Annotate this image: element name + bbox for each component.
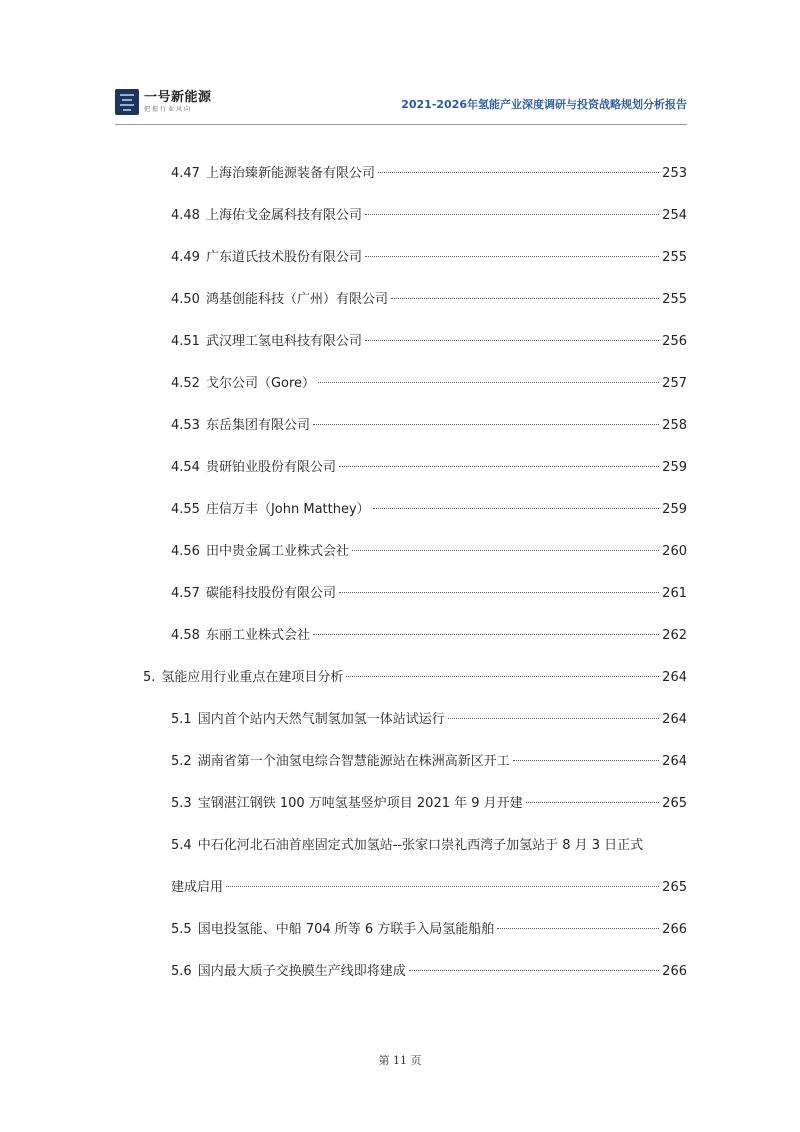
toc-number: 4.50 bbox=[171, 292, 200, 307]
toc-title: 国电投氢能、中船 704 所等 6 方联手入局氢能船舶 bbox=[197, 922, 495, 937]
toc-page: 254 bbox=[662, 208, 687, 223]
toc-chapter-entry[interactable] bbox=[143, 666, 687, 688]
toc-page: 262 bbox=[662, 628, 687, 643]
toc-page: 259 bbox=[662, 502, 687, 517]
toc-entry[interactable] bbox=[171, 330, 687, 352]
toc-title: 建成启用 bbox=[171, 880, 224, 895]
toc-title: 碳能科技股份有限公司 bbox=[205, 586, 336, 601]
toc-leader bbox=[339, 592, 659, 593]
toc-title: 东丽工业株式会社 bbox=[205, 628, 310, 643]
toc-page: 256 bbox=[662, 334, 687, 349]
toc-entry[interactable] bbox=[171, 918, 687, 940]
toc-title: 戈尔公司（Gore） bbox=[205, 376, 316, 391]
toc-number: 4.56 bbox=[171, 544, 200, 559]
logo-subtitle: 把握行业风向 bbox=[144, 106, 193, 113]
toc-title: 庄信万丰（John Matthey） bbox=[205, 502, 370, 517]
toc-entry[interactable] bbox=[171, 204, 687, 226]
toc-title: 武汉理工氢电科技有限公司 bbox=[205, 334, 362, 349]
toc-number: 5. bbox=[143, 670, 156, 685]
toc-leader bbox=[313, 634, 659, 635]
toc-page: 260 bbox=[662, 544, 687, 559]
toc-entry[interactable] bbox=[171, 624, 687, 646]
toc-leader bbox=[526, 802, 660, 803]
toc-title: 上海佑戈金属科技有限公司 bbox=[205, 208, 362, 223]
toc-leader bbox=[378, 172, 659, 173]
toc-entry[interactable] bbox=[171, 792, 687, 814]
toc-entry-wrapped[interactable] bbox=[171, 834, 687, 856]
toc-number: 5.2 bbox=[171, 754, 192, 769]
toc-page: 264 bbox=[662, 712, 687, 727]
toc-page: 253 bbox=[662, 166, 687, 181]
logo-name: 一号新能源 bbox=[144, 90, 212, 105]
toc-entry[interactable] bbox=[171, 708, 687, 730]
toc-leader bbox=[448, 718, 659, 719]
toc-leader bbox=[346, 676, 659, 677]
toc-leader bbox=[497, 928, 659, 929]
brand-logo bbox=[115, 89, 212, 115]
toc-leader bbox=[226, 886, 659, 887]
toc-entry[interactable] bbox=[171, 162, 687, 184]
toc-title: 贵研铂业股份有限公司 bbox=[205, 460, 336, 475]
toc-page: 255 bbox=[662, 292, 687, 307]
toc-title: 鸿基创能科技（广州）有限公司 bbox=[205, 292, 388, 307]
toc-leader bbox=[313, 424, 659, 425]
toc-number: 4.52 bbox=[171, 376, 200, 391]
toc-page: 259 bbox=[662, 460, 687, 475]
toc-number: 4.58 bbox=[171, 628, 200, 643]
toc-number: 5.4 bbox=[171, 838, 192, 853]
toc-leader bbox=[352, 550, 659, 551]
toc-number: 4.47 bbox=[171, 166, 200, 181]
toc-page: 265 bbox=[662, 796, 687, 811]
toc-entry[interactable] bbox=[171, 456, 687, 478]
toc-leader bbox=[513, 760, 659, 761]
toc-number: 4.49 bbox=[171, 250, 200, 265]
toc-title: 东岳集团有限公司 bbox=[205, 418, 310, 433]
toc-title: 氢能应用行业重点在建项目分析 bbox=[161, 670, 344, 685]
toc-entry[interactable] bbox=[171, 372, 687, 394]
toc-number: 5.6 bbox=[171, 964, 192, 979]
toc-entry[interactable] bbox=[171, 540, 687, 562]
toc-page: 261 bbox=[662, 586, 687, 601]
toc-leader bbox=[373, 508, 660, 509]
toc-page: 258 bbox=[662, 418, 687, 433]
toc-page: 257 bbox=[662, 376, 687, 391]
toc-title: 湖南省第一个油氢电综合智慧能源站在株洲高新区开工 bbox=[197, 754, 510, 769]
toc-title: 田中贵金属工业株式会社 bbox=[205, 544, 349, 559]
toc-number: 4.55 bbox=[171, 502, 200, 517]
toc-leader bbox=[339, 466, 659, 467]
toc-entry-continuation[interactable] bbox=[171, 876, 687, 898]
toc-page: 266 bbox=[662, 922, 687, 937]
toc-title: 上海治臻新能源装备有限公司 bbox=[205, 166, 375, 181]
toc-entry[interactable] bbox=[171, 750, 687, 772]
toc-number: 5.5 bbox=[171, 922, 192, 937]
toc-number: 4.54 bbox=[171, 460, 200, 475]
toc-title: 中石化河北石油首座固定式加氢站--张家口崇礼西湾子加氢站于 8 月 3 日正式 bbox=[197, 838, 644, 853]
toc-leader bbox=[318, 382, 659, 383]
toc-entry[interactable] bbox=[171, 414, 687, 436]
toc-title: 国内最大质子交换膜生产线即将建成 bbox=[197, 964, 406, 979]
toc-leader bbox=[409, 970, 659, 971]
toc-title: 宝钢湛江钢铁 100 万吨氢基竖炉项目 2021 年 9 月开建 bbox=[197, 796, 523, 811]
header-divider bbox=[115, 124, 687, 125]
toc-leader bbox=[391, 298, 659, 299]
logo-icon bbox=[115, 89, 139, 115]
toc-page: 255 bbox=[662, 250, 687, 265]
toc-number: 4.53 bbox=[171, 418, 200, 433]
toc-page: 265 bbox=[662, 880, 687, 895]
toc-entry[interactable] bbox=[171, 960, 687, 982]
toc-entry[interactable] bbox=[171, 582, 687, 604]
report-title: 2021-2026年氢能产业深度调研与投资战略规划分析报告 bbox=[401, 98, 687, 111]
toc-entry[interactable] bbox=[171, 246, 687, 268]
toc-number: 5.1 bbox=[171, 712, 192, 727]
toc-entry[interactable] bbox=[171, 498, 687, 520]
toc-number: 4.57 bbox=[171, 586, 200, 601]
toc-number: 5.3 bbox=[171, 796, 192, 811]
toc-entry[interactable] bbox=[171, 288, 687, 310]
toc-page: 264 bbox=[662, 754, 687, 769]
toc-title: 国内首个站内天然气制氢加氢一体站试运行 bbox=[197, 712, 445, 727]
toc-number: 4.48 bbox=[171, 208, 200, 223]
toc-leader bbox=[365, 256, 659, 257]
toc-leader bbox=[365, 340, 659, 341]
toc-page: 264 bbox=[662, 670, 687, 685]
toc-leader bbox=[365, 214, 659, 215]
page-number: 第 11 页 bbox=[378, 1054, 422, 1067]
toc-title: 广东道氏技术股份有限公司 bbox=[205, 250, 362, 265]
toc-page: 266 bbox=[662, 964, 687, 979]
toc-number: 4.51 bbox=[171, 334, 200, 349]
